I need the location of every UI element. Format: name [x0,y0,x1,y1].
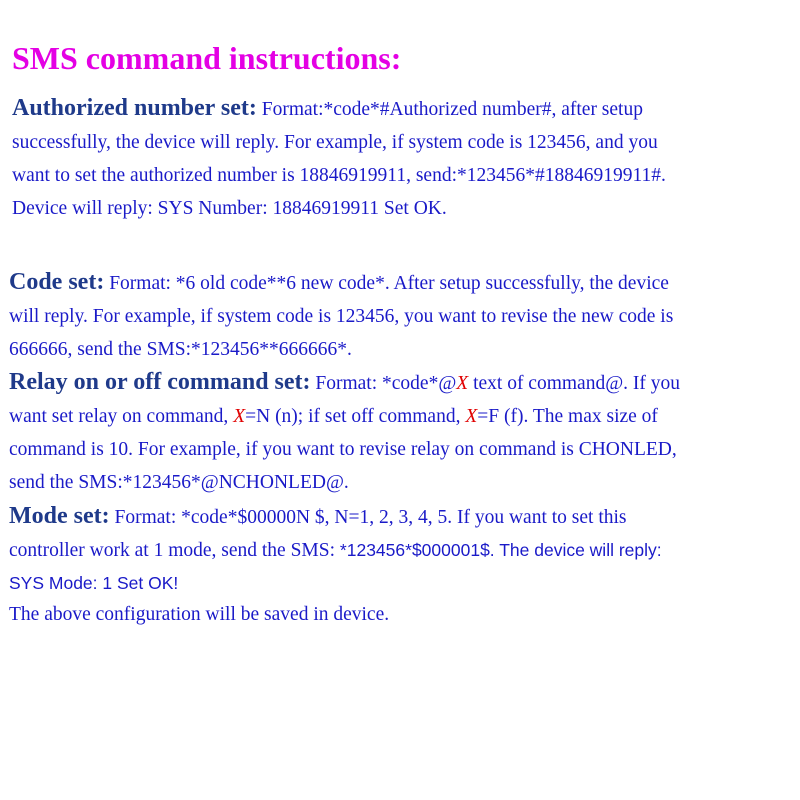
relay-line-1 [9,366,793,400]
authorized-line-2: successfully, the device will reply. For example, if system code is 123456, and you [12,132,658,153]
relay-line-2 [9,400,793,433]
authorized-text-1: Format:*code*#Authorized number#, after setup [256,99,643,120]
mode-line-3: SYS Mode: 1 Set OK! [9,573,179,593]
relay-text-2c: =F (f). The max size of [477,406,658,427]
authorized-number-label: Authorized number set: [12,95,257,121]
code-text-1: Format: *6 old code**6 new code*. After setup successfully, the device [104,273,669,294]
mode-text-2b: *123456*$000001$. The device will reply: [339,540,662,560]
mode-set-label: Mode set: [9,503,110,529]
mode-line-2 [9,534,793,567]
relay-line-4: send the SMS:*123456*@NCHONLED@. [9,472,349,493]
relay-variable-x-off: X [465,406,478,427]
mode-text-2a: controller work at 1 mode, send the SMS: [9,540,340,561]
authorized-line-3: want to set the authorized number is 18846919911, send:*123456*#18846919911#. [12,165,666,186]
footer-note: The above configuration will be saved in device. [9,604,390,625]
relay-variable-x-on: X [233,406,246,427]
code-line-3: 666666, send the SMS:*123456**666666*. [9,339,352,360]
page-title: SMS command instructions: [12,40,402,76]
authorized-line-1 [12,92,793,126]
authorized-number-section [12,92,793,225]
mode-set-section [9,500,793,600]
relay-line-3: command is 10. For example, if you want to revise relay on command is CHONLED, [9,439,677,460]
code-set-section [9,266,793,366]
relay-command-section [9,366,793,499]
mode-line-1 [9,500,793,534]
authorized-line-4: Device will reply: SYS Number: 18846919911 Set OK. [12,198,447,219]
relay-text-1a: Format: *code*@ [310,373,457,394]
code-line-2: will reply. For example, if system code is 123456, you want to revise the new code is [9,306,674,327]
code-set-label: Code set: [9,269,105,295]
relay-text-2b: =N (n); if set off command, [245,406,466,427]
relay-command-label: Relay on or off command set: [9,369,311,395]
relay-text-2a: want set relay on command, [9,406,234,427]
relay-variable-x: X [456,373,469,394]
code-line-1 [9,266,793,300]
mode-text-1: Format: *code*$00000N $, N=1, 2, 3, 4, 5. If you want to set this [109,507,627,528]
relay-text-1b: text of command@. If you [468,373,681,394]
